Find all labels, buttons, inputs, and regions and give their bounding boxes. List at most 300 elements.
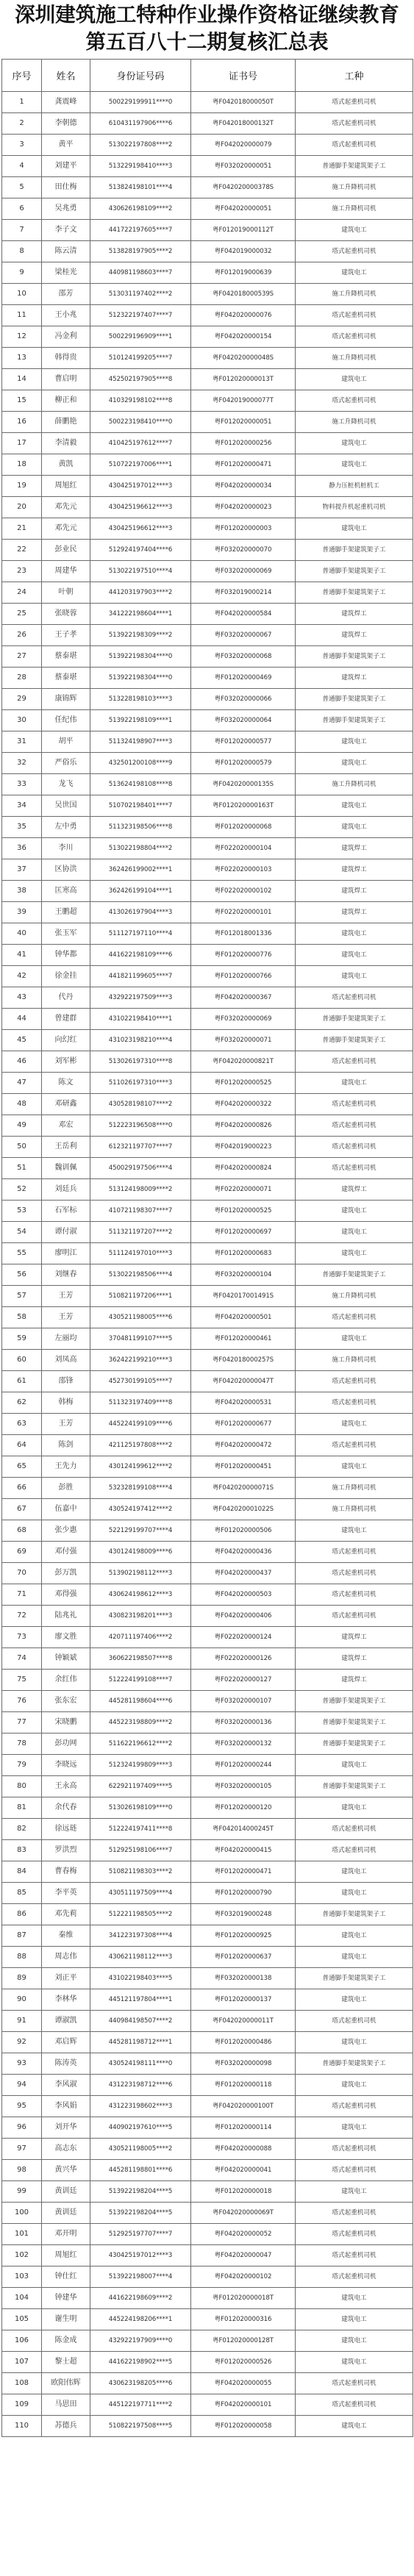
cell-name: 廖文胜 (42, 1627, 90, 1648)
cell-name: 康锦辉 (42, 689, 90, 710)
cell-work-type: 建筑电工 (296, 923, 413, 945)
cell-work-type: 建筑电工 (296, 1797, 413, 1819)
cell-id-number: 441821199605****7 (90, 966, 191, 987)
cell-id-number: 511323197409****8 (90, 1392, 191, 1414)
cell-work-type: 普通脚手架建筑架子工 (296, 1734, 413, 1755)
cell-work-type: 施工升降机司机 (296, 1350, 413, 1371)
table-row (2, 2224, 413, 2245)
cell-id-number: 500223198410****0 (90, 412, 191, 433)
cell-id-number: 513922198204****5 (90, 2203, 191, 2224)
title-line-1: 深圳建筑施工特种作业操作资格证继续教育 (15, 3, 399, 26)
cell-certificate-number: 粤F042020001022S (191, 1499, 296, 1520)
cell-certificate-number: 粤F012020000525 (191, 1073, 296, 1094)
cell-serial: 33 (2, 774, 42, 795)
cell-serial: 61 (2, 1371, 42, 1392)
cell-id-number: 512924197404****6 (90, 540, 191, 561)
table-row (2, 2011, 413, 2032)
header-work-type: 工种 (296, 60, 413, 92)
cell-serial: 11 (2, 305, 42, 326)
cell-certificate-number: 粤F012020000114 (191, 2117, 296, 2139)
cell-certificate-number: 粤F012020000003 (191, 518, 296, 540)
cell-certificate-number: 粤F012020000577 (191, 731, 296, 753)
table-row (2, 412, 413, 433)
cell-work-type: 塔式起重机司机 (296, 2160, 413, 2181)
cell-id-number: 622921197409****5 (90, 1776, 191, 1797)
cell-certificate-number: 粤F042020000102 (191, 2266, 296, 2288)
cell-name: 钟颖斌 (42, 1648, 90, 1670)
cell-certificate-number: 粤F042020000023 (191, 497, 296, 518)
cell-name: 石军标 (42, 1201, 90, 1222)
cell-certificate-number: 粤F012020000461 (191, 1328, 296, 1350)
cell-name: 伍嘉中 (42, 1499, 90, 1520)
cell-id-number: 512223196508****0 (90, 1115, 191, 1137)
cell-work-type: 建筑电工 (296, 2330, 413, 2352)
cell-serial: 14 (2, 369, 42, 390)
cell-name: 陈剑 (42, 1435, 90, 1456)
cell-name: 刘军彬 (42, 1051, 90, 1073)
cell-id-number: 445223198809****2 (90, 1712, 191, 1734)
cell-id-number: 441203197903****2 (90, 582, 191, 604)
table-row (2, 326, 413, 348)
header-id-number: 身份证号码 (90, 60, 191, 92)
cell-serial: 8 (2, 241, 42, 262)
cell-work-type: 建筑电工 (296, 1456, 413, 1478)
cell-work-type: 塔式起重机司机 (296, 1307, 413, 1328)
cell-work-type: 建筑电工 (296, 1073, 413, 1094)
cell-id-number: 420711197406****2 (90, 1627, 191, 1648)
cell-certificate-number: 粤F032020000098 (191, 2053, 296, 2075)
cell-name: 冯金利 (42, 326, 90, 348)
cell-name: 黄平 (42, 135, 90, 156)
cell-serial: 2 (2, 113, 42, 135)
cell-id-number: 445224199109****6 (90, 1414, 191, 1435)
cell-id-number: 430425196612****3 (90, 518, 191, 540)
cell-id-number: 452730199105****7 (90, 1371, 191, 1392)
table-row (2, 625, 413, 646)
cell-work-type: 塔式起重机司机 (296, 987, 413, 1009)
cell-name: 王永高 (42, 1776, 90, 1797)
cell-certificate-number: 粤F012019000112T (191, 220, 296, 241)
cell-name: 谭淑凯 (42, 2011, 90, 2032)
table-row (2, 1392, 413, 1414)
cell-serial: 83 (2, 1840, 42, 1861)
table-row (2, 497, 413, 518)
cell-certificate-number: 粤F042019000032 (191, 241, 296, 262)
cell-serial: 99 (2, 2181, 42, 2203)
cell-id-number: 430524197412****2 (90, 1499, 191, 1520)
cell-name: 邓先元 (42, 497, 90, 518)
cell-name: 钟华都 (42, 945, 90, 966)
cell-id-number: 512925198106****7 (90, 1840, 191, 1861)
cell-work-type: 建筑电工 (296, 2288, 413, 2309)
cell-name: 李子文 (42, 220, 90, 241)
cell-serial: 46 (2, 1051, 42, 1073)
table-row (2, 1414, 413, 1435)
cell-id-number: 500229199911****0 (90, 92, 191, 113)
cell-certificate-number: 粤F012020000137 (191, 1989, 296, 2011)
table-row (2, 2203, 413, 2224)
table-row (2, 795, 413, 817)
cell-work-type: 普通脚手架建筑架子工 (296, 1776, 413, 1797)
cell-serial: 53 (2, 1201, 42, 1222)
cell-name: 周建华 (42, 561, 90, 582)
cell-certificate-number: 粤F012020000128T (191, 2330, 296, 2352)
cell-name: 李风淑 (42, 2075, 90, 2096)
cell-id-number: 532328199108****4 (90, 1478, 191, 1499)
cell-work-type: 建筑电工 (296, 1328, 413, 1350)
cell-work-type: 建筑电工 (296, 262, 413, 284)
table-row (2, 1201, 413, 1222)
cell-name: 曹启明 (42, 369, 90, 390)
table-row (2, 2053, 413, 2075)
cell-certificate-number: 粤F012020000925 (191, 1925, 296, 1947)
cell-id-number: 430823198201****3 (90, 1606, 191, 1627)
cell-certificate-number: 粤F042020000826 (191, 1115, 296, 1137)
cell-id-number: 360622198507****8 (90, 1648, 191, 1670)
cell-work-type: 塔式起重机司机 (296, 1094, 413, 1115)
table-row (2, 1179, 413, 1201)
cell-name: 李林华 (42, 1989, 90, 2011)
table-row (2, 1286, 413, 1307)
table-row (2, 113, 413, 135)
cell-work-type: 塔式起重机司机 (296, 1840, 413, 1861)
cell-id-number: 430521198005****6 (90, 1307, 191, 1328)
table-row (2, 902, 413, 923)
cell-id-number: 511127197110****4 (90, 923, 191, 945)
cell-id-number: 511324198907****3 (90, 731, 191, 753)
cell-id-number: 430623198205****6 (90, 2373, 191, 2394)
cell-certificate-number: 粤F032020000070 (191, 540, 296, 561)
cell-id-number: 410329198102****8 (90, 390, 191, 412)
cell-name: 彭业民 (42, 540, 90, 561)
cell-serial: 79 (2, 1755, 42, 1776)
cell-name: 梁桂光 (42, 262, 90, 284)
cell-name: 陈云清 (42, 241, 90, 262)
table-row (2, 731, 413, 753)
cell-id-number: 511124197010****3 (90, 1243, 191, 1264)
cell-certificate-number: 粤F032020000071 (191, 1030, 296, 1051)
cell-serial: 7 (2, 220, 42, 241)
cell-certificate-number: 粤F022020000126 (191, 1648, 296, 1670)
table-row (2, 2416, 413, 2437)
cell-work-type: 塔式起重机司机 (296, 1606, 413, 1627)
cell-work-type: 塔式起重机司机 (296, 1563, 413, 1584)
cell-certificate-number: 粤F012020000637 (191, 1947, 296, 1968)
table-row (2, 1627, 413, 1648)
cell-name: 王芳 (42, 1414, 90, 1435)
cell-serial: 94 (2, 2075, 42, 2096)
table-row (2, 987, 413, 1009)
table-row (2, 305, 413, 326)
cell-work-type: 施工升降机司机 (296, 1286, 413, 1307)
cell-name: 余代春 (42, 1797, 90, 1819)
cell-name: 苏德兵 (42, 2416, 90, 2437)
table-row (2, 1243, 413, 1264)
cell-work-type: 建筑电工 (296, 731, 413, 753)
cell-name: 陆兆礼 (42, 1606, 90, 1627)
cell-work-type: 建筑电工 (296, 1947, 413, 1968)
header-certificate-number: 证书号 (191, 60, 296, 92)
cell-name: 高志东 (42, 2139, 90, 2160)
cell-serial: 95 (2, 2096, 42, 2117)
table-row (2, 689, 413, 710)
cell-certificate-number: 粤F032020000107 (191, 1691, 296, 1712)
table-row (2, 1755, 413, 1776)
cell-serial: 6 (2, 198, 42, 220)
cell-work-type: 普通脚手架建筑架子工 (296, 710, 413, 731)
cell-serial: 105 (2, 2309, 42, 2330)
cell-serial: 100 (2, 2203, 42, 2224)
cell-certificate-number: 粤F042020000100T (191, 2096, 296, 2117)
table-row (2, 1030, 413, 1051)
cell-work-type: 塔式起重机司机 (296, 135, 413, 156)
table-row (2, 1009, 413, 1030)
cell-serial: 70 (2, 1563, 42, 1584)
cell-serial: 13 (2, 348, 42, 369)
cell-id-number: 445121197804****1 (90, 1989, 191, 2011)
cell-name: 周旭红 (42, 476, 90, 497)
header-serial: 序号 (2, 60, 42, 92)
cell-work-type: 建筑电工 (296, 2309, 413, 2330)
cell-work-type: 建筑电工 (296, 220, 413, 241)
cell-work-type: 建筑电工 (296, 2117, 413, 2139)
cell-serial: 40 (2, 923, 42, 945)
table-row (2, 135, 413, 156)
cell-serial: 17 (2, 433, 42, 454)
cell-name: 欧阳伟辉 (42, 2373, 90, 2394)
cell-work-type: 施工升降机司机 (296, 284, 413, 305)
cell-certificate-number: 粤F012020000776 (191, 945, 296, 966)
cell-name: 黄训廷 (42, 2181, 90, 2203)
cell-id-number: 513922198204****5 (90, 2181, 191, 2203)
table-row (2, 1947, 413, 1968)
table-row (2, 561, 413, 582)
cell-certificate-number: 粤F042020000088 (191, 2139, 296, 2160)
table-row (2, 390, 413, 412)
cell-work-type: 建筑焊工 (296, 1627, 413, 1648)
cell-name: 王岳利 (42, 1137, 90, 1158)
cell-name: 黎士超 (42, 2352, 90, 2373)
table-row (2, 1350, 413, 1371)
cell-certificate-number: 粤F042020000041 (191, 2160, 296, 2181)
cell-name: 任纪伟 (42, 710, 90, 731)
cell-name: 韩得贵 (42, 348, 90, 369)
cell-name: 胡平 (42, 731, 90, 753)
cell-serial: 69 (2, 1542, 42, 1563)
cell-serial: 28 (2, 668, 42, 689)
cell-serial: 76 (2, 1691, 42, 1712)
cell-serial: 63 (2, 1414, 42, 1435)
cell-name: 邵芳 (42, 284, 90, 305)
cell-serial: 16 (2, 412, 42, 433)
cell-name: 彭胜 (42, 1478, 90, 1499)
cell-certificate-number: 粤F042020000472 (191, 1435, 296, 1456)
cell-name: 柳正和 (42, 390, 90, 412)
cell-work-type: 普通脚手架建筑架子工 (296, 689, 413, 710)
cell-work-type: 施工升降机司机 (296, 348, 413, 369)
cell-serial: 91 (2, 2011, 42, 2032)
document-title (0, 1, 414, 56)
cell-work-type: 建筑电工 (296, 369, 413, 390)
table-row (2, 369, 413, 390)
cell-id-number: 513026197310****8 (90, 1051, 191, 1073)
cell-id-number: 431022198403****5 (90, 1968, 191, 1989)
cell-id-number: 362426199104****1 (90, 881, 191, 902)
cell-work-type: 普通脚手架建筑架子工 (296, 561, 413, 582)
cell-name: 邓付强 (42, 1542, 90, 1563)
table-row (2, 1371, 413, 1392)
cell-certificate-number: 粤F042020000047 (191, 2245, 296, 2266)
cell-certificate-number: 粤F042019000223 (191, 1137, 296, 1158)
cell-id-number: 341223197308****4 (90, 1925, 191, 1947)
cell-id-number: 445281198604****6 (90, 1691, 191, 1712)
cell-id-number: 610431197906****6 (90, 113, 191, 135)
cell-work-type: 建筑电工 (296, 1861, 413, 1883)
cell-serial: 88 (2, 1947, 42, 1968)
cell-name: 严俗乐 (42, 753, 90, 774)
cell-work-type: 塔式起重机司机 (296, 1137, 413, 1158)
cell-serial: 110 (2, 2416, 42, 2437)
cell-name: 邵锋 (42, 1371, 90, 1392)
cell-serial: 49 (2, 1115, 42, 1137)
cell-certificate-number: 粤F042020000051 (191, 198, 296, 220)
cell-id-number: 522129199707****4 (90, 1520, 191, 1542)
cell-id-number: 513624198108****8 (90, 774, 191, 795)
cell-id-number: 413026197904****3 (90, 902, 191, 923)
table-row (2, 2394, 413, 2416)
cell-certificate-number: 粤F042020000011T (191, 2011, 296, 2032)
cell-id-number: 421125197808****2 (90, 1435, 191, 1456)
cell-serial: 66 (2, 1478, 42, 1499)
cell-id-number: 513124198009****2 (90, 1179, 191, 1201)
cell-serial: 84 (2, 1861, 42, 1883)
table-row (2, 859, 413, 881)
cell-certificate-number: 粤F032020000068 (191, 646, 296, 668)
cell-name: 李平英 (42, 1883, 90, 1904)
cell-name: 张东宏 (42, 1691, 90, 1712)
cell-certificate-number: 粤F012020000120 (191, 1797, 296, 1819)
cell-name: 廖明江 (42, 1243, 90, 1264)
cell-serial: 72 (2, 1606, 42, 1627)
cell-serial: 103 (2, 2266, 42, 2288)
cell-work-type: 建筑电工 (296, 2032, 413, 2053)
cell-certificate-number: 粤F032020000066 (191, 689, 296, 710)
table-row (2, 476, 413, 497)
cell-serial: 51 (2, 1158, 42, 1179)
cell-serial: 108 (2, 2373, 42, 2394)
cell-id-number: 512324199809****3 (90, 1755, 191, 1776)
cell-id-number: 510702198401****7 (90, 795, 191, 817)
cell-certificate-number: 粤F012020000790 (191, 1883, 296, 1904)
cell-work-type: 建筑电工 (296, 2416, 413, 2437)
cell-work-type: 塔式起重机司机 (296, 2394, 413, 2416)
cell-work-type: 建筑焊工 (296, 859, 413, 881)
cell-work-type: 建筑焊工 (296, 838, 413, 859)
cell-name: 罗洪烈 (42, 1840, 90, 1861)
cell-work-type: 建筑电工 (296, 753, 413, 774)
cell-serial: 18 (2, 454, 42, 476)
table-row (2, 668, 413, 689)
cell-serial: 87 (2, 1925, 42, 1947)
cell-serial: 31 (2, 731, 42, 753)
table-row (2, 2352, 413, 2373)
cell-certificate-number: 粤F012020000506 (191, 1520, 296, 1542)
cell-work-type: 塔式起重机司机 (296, 305, 413, 326)
cell-certificate-number: 粤F012020000316 (191, 2309, 296, 2330)
cell-work-type: 建筑电工 (296, 1243, 413, 1264)
cell-id-number: 513922198007****4 (90, 2266, 191, 2288)
cell-serial: 56 (2, 1264, 42, 1286)
cell-name: 代丹 (42, 987, 90, 1009)
cell-id-number: 441622198109****6 (90, 945, 191, 966)
cell-certificate-number: 粤F042020000047T (191, 1371, 296, 1392)
cell-serial: 77 (2, 1712, 42, 1734)
cell-name: 张玉军 (42, 923, 90, 945)
cell-work-type: 建筑焊工 (296, 902, 413, 923)
cell-certificate-number: 粤F032020000105 (191, 1776, 296, 1797)
cell-name: 邓得强 (42, 1584, 90, 1606)
cell-id-number: 440902197610****5 (90, 2117, 191, 2139)
table-row (2, 156, 413, 177)
table-row (2, 1222, 413, 1243)
cell-certificate-number: 粤F042020000436 (191, 1542, 296, 1563)
table-row (2, 92, 413, 113)
table-body (2, 92, 413, 2437)
cell-id-number: 513922198304****0 (90, 646, 191, 668)
cell-work-type: 建筑电工 (296, 1989, 413, 2011)
cell-work-type: 建筑焊工 (296, 1648, 413, 1670)
cell-name: 刘廷兵 (42, 1179, 90, 1201)
cell-work-type: 施工升降机司机 (296, 1499, 413, 1520)
table-row (2, 1137, 413, 1158)
cell-work-type: 建筑焊工 (296, 625, 413, 646)
cell-certificate-number: 粤F012020000526 (191, 2352, 296, 2373)
cell-serial: 48 (2, 1094, 42, 1115)
cell-certificate-number: 粤F042014000245T (191, 1819, 296, 1840)
cell-name: 田仕梅 (42, 177, 90, 198)
table-row (2, 1968, 413, 1989)
table-row (2, 1051, 413, 1073)
table-row (2, 1734, 413, 1755)
cell-id-number: 513026198109****0 (90, 1797, 191, 1819)
table-row (2, 710, 413, 731)
cell-certificate-number: 粤F042020000079 (191, 135, 296, 156)
cell-work-type: 塔式起重机司机 (296, 1542, 413, 1563)
cell-id-number: 513022198804****2 (90, 838, 191, 859)
cell-name: 邓开明 (42, 2224, 90, 2245)
cell-serial: 44 (2, 1009, 42, 1030)
cell-work-type: 建筑焊工 (296, 1670, 413, 1691)
cell-certificate-number: 粤F042020000034 (191, 476, 296, 497)
cell-certificate-number: 粤F022020000071 (191, 1179, 296, 1201)
cell-name: 谢生明 (42, 2309, 90, 2330)
cell-certificate-number: 粤F012020000471 (191, 454, 296, 476)
cell-work-type: 普通脚手架建筑架子工 (296, 582, 413, 604)
table-row (2, 2330, 413, 2352)
table-row (2, 2181, 413, 2203)
cell-id-number: 513228198103****3 (90, 689, 191, 710)
cell-name: 龚震峰 (42, 92, 90, 113)
cell-serial: 12 (2, 326, 42, 348)
cell-work-type: 塔式起重机司机 (296, 2203, 413, 2224)
cell-serial: 54 (2, 1222, 42, 1243)
cell-serial: 74 (2, 1648, 42, 1670)
cell-certificate-number: 粤F042018000050T (191, 92, 296, 113)
cell-name: 吴世国 (42, 795, 90, 817)
cell-name: 陈金成 (42, 2330, 90, 2352)
cell-name: 李朝德 (42, 113, 90, 135)
table-row (2, 945, 413, 966)
